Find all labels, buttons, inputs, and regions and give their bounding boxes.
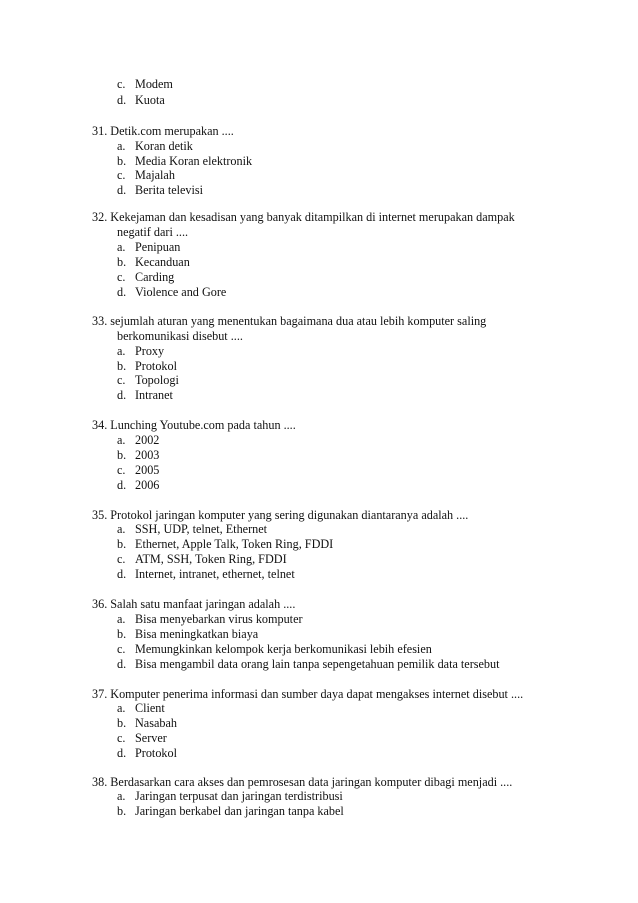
option-letter: a. xyxy=(117,701,126,715)
option-item xyxy=(117,627,258,641)
option-item xyxy=(117,701,165,715)
option-letter: c. xyxy=(117,373,126,387)
option-item xyxy=(117,388,173,402)
option-item xyxy=(117,731,167,745)
option-item xyxy=(117,93,165,107)
option-text: 2005 xyxy=(135,463,160,477)
option-letter: d. xyxy=(117,388,127,402)
option-letter: a. xyxy=(117,522,126,536)
option-item xyxy=(117,373,179,387)
question-number: 32. xyxy=(92,210,108,224)
option-letter: c. xyxy=(117,642,126,656)
option-item xyxy=(117,612,303,626)
option-letter: d. xyxy=(117,93,127,107)
question-33 xyxy=(92,314,486,328)
option-letter: a. xyxy=(117,139,126,153)
question-text: Salah satu manfaat jaringan adalah .... xyxy=(110,597,296,611)
option-item xyxy=(117,168,175,182)
question-text: Berdasarkan cara akses dan pemrosesan data jaringan komputer dibagi menjadi .... xyxy=(110,775,513,789)
option-letter: d. xyxy=(117,285,127,299)
question-number: 37. xyxy=(92,687,108,701)
question-text-continuation: negatif dari .... xyxy=(117,225,189,239)
option-letter: d. xyxy=(117,478,127,492)
option-text: ATM, SSH, Token Ring, FDDI xyxy=(135,552,287,566)
option-letter: d. xyxy=(117,746,127,760)
option-letter: b. xyxy=(117,716,127,730)
option-text: Bisa mengambil data orang lain tanpa sepengetahuan pemilik data tersebut xyxy=(135,657,500,671)
question-37 xyxy=(92,687,523,701)
option-letter: a. xyxy=(117,240,126,254)
option-text: SSH, UDP, telnet, Ethernet xyxy=(135,522,268,536)
option-item xyxy=(117,448,159,462)
option-text: Topologi xyxy=(135,373,179,387)
option-item xyxy=(117,240,180,254)
option-text: Bisa menyebarkan virus komputer xyxy=(135,612,303,626)
option-text: 2003 xyxy=(135,448,160,462)
option-item xyxy=(117,139,193,153)
option-text: Koran detik xyxy=(135,139,193,153)
question-number: 36. xyxy=(92,597,108,611)
option-text: Proxy xyxy=(135,344,165,358)
option-text: Modem xyxy=(135,77,173,91)
option-item xyxy=(117,344,164,358)
option-text: 2002 xyxy=(135,433,160,447)
option-letter: b. xyxy=(117,627,127,641)
question-number: 31. xyxy=(92,124,108,138)
option-letter: d. xyxy=(117,657,127,671)
option-letter: a. xyxy=(117,789,126,803)
option-item xyxy=(117,642,432,656)
question-34 xyxy=(92,418,296,432)
option-text: Server xyxy=(135,731,167,745)
question-text: Detik.com merupakan .... xyxy=(110,124,234,138)
question-text: Komputer penerima informasi dan sumber daya dapat mengakses internet disebut .... xyxy=(110,687,524,701)
option-item xyxy=(117,789,343,803)
option-text: 2006 xyxy=(135,478,160,492)
question-38 xyxy=(92,775,512,789)
option-item xyxy=(117,804,344,818)
question-36 xyxy=(92,597,295,611)
question-number: 38. xyxy=(92,775,108,789)
option-text: Client xyxy=(135,701,165,715)
option-letter: b. xyxy=(117,537,127,551)
option-text: Media Koran elektronik xyxy=(135,154,253,168)
option-item xyxy=(117,285,226,299)
question-text: Protokol jaringan komputer yang sering digunakan diantaranya adalah .... xyxy=(110,508,469,522)
question-text: sejumlah aturan yang menentukan bagaimana dua atau lebih komputer saling xyxy=(110,314,487,328)
option-item xyxy=(117,567,295,581)
option-letter: c. xyxy=(117,731,126,745)
option-letter: c. xyxy=(117,270,126,284)
option-letter: c. xyxy=(117,463,126,477)
option-letter: d. xyxy=(117,183,127,197)
option-item xyxy=(117,463,159,477)
option-text: Protokol xyxy=(135,746,177,760)
question-31 xyxy=(92,124,234,138)
option-text: Intranet xyxy=(135,388,173,402)
option-item xyxy=(117,478,159,492)
option-letter: b. xyxy=(117,448,127,462)
option-letter: a. xyxy=(117,612,126,626)
option-item xyxy=(117,552,287,566)
option-text: Kecanduan xyxy=(135,255,190,269)
option-text: Internet, intranet, ethernet, telnet xyxy=(135,567,295,581)
option-item xyxy=(117,255,190,269)
option-item xyxy=(117,537,333,551)
option-item xyxy=(117,746,177,760)
option-letter: c. xyxy=(117,552,126,566)
option-letter: b. xyxy=(117,154,127,168)
option-text: Violence and Gore xyxy=(135,285,227,299)
option-letter: a. xyxy=(117,344,126,358)
question-32 xyxy=(92,210,515,224)
option-letter: b. xyxy=(117,359,127,373)
option-letter: c. xyxy=(117,168,126,182)
option-text: Bisa meningkatkan biaya xyxy=(135,627,259,641)
option-letter: d. xyxy=(117,567,127,581)
option-item xyxy=(117,270,174,284)
option-letter: c. xyxy=(117,77,126,91)
option-text: Memungkinkan kelompok kerja berkomunikasi lebih efesien xyxy=(135,642,432,656)
question-number: 34. xyxy=(92,418,108,432)
option-item xyxy=(117,657,500,671)
option-text: Nasabah xyxy=(135,716,177,730)
option-item xyxy=(117,433,159,447)
question-text: Kekejaman dan kesadisan yang banyak ditampilkan di internet merupakan dampak xyxy=(110,210,515,224)
question-35 xyxy=(92,508,468,522)
option-item xyxy=(117,716,177,730)
question-text-continuation: berkomunikasi disebut .... xyxy=(117,329,243,343)
option-text: Protokol xyxy=(135,359,177,373)
option-text: Kuota xyxy=(135,93,165,107)
option-item xyxy=(117,154,252,168)
option-item xyxy=(117,183,203,197)
question-number: 35. xyxy=(92,508,108,522)
option-text: Majalah xyxy=(135,168,175,182)
option-letter: b. xyxy=(117,255,127,269)
option-item xyxy=(117,359,177,373)
question-number: 33. xyxy=(92,314,108,328)
question-text: Lunching Youtube.com pada tahun .... xyxy=(110,418,296,432)
option-text: Penipuan xyxy=(135,240,181,254)
option-letter: b. xyxy=(117,804,127,818)
option-text: Jaringan berkabel dan jaringan tanpa kabel xyxy=(135,804,344,818)
option-text: Jaringan terpusat dan jaringan terdistribusi xyxy=(135,789,343,803)
option-letter: a. xyxy=(117,433,126,447)
option-text: Ethernet, Apple Talk, Token Ring, FDDI xyxy=(135,537,334,551)
option-item xyxy=(117,522,267,536)
option-text: Berita televisi xyxy=(135,183,204,197)
option-text: Carding xyxy=(135,270,175,284)
option-item xyxy=(117,77,173,91)
